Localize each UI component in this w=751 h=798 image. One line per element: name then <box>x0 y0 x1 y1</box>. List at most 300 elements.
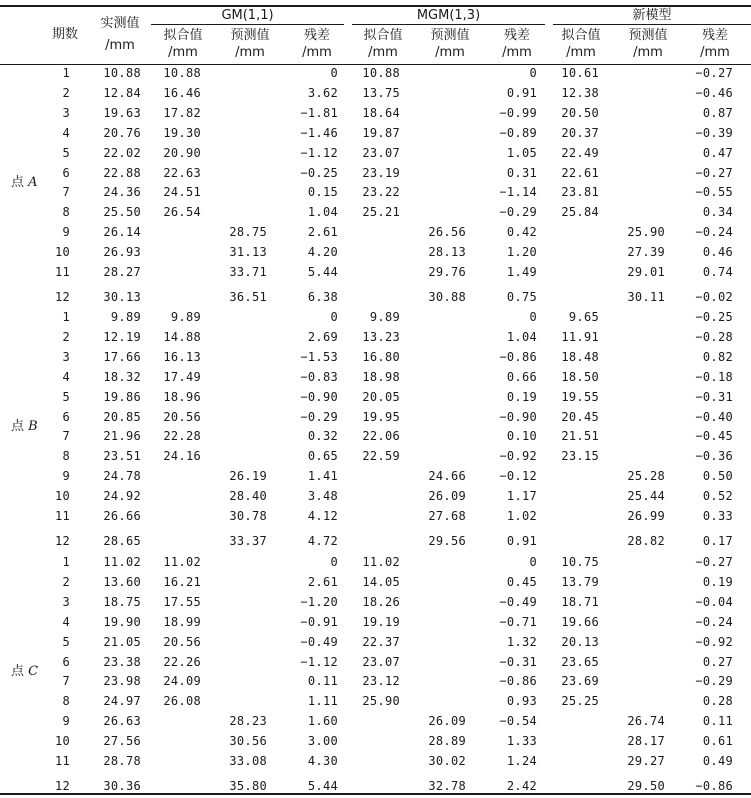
cell-period: 7 <box>62 429 70 444</box>
cell-period: 8 <box>62 694 70 709</box>
cell-measured: 25.50 <box>103 205 141 220</box>
cell-gm-fit: 16.46 <box>163 85 201 100</box>
cell-measured: 19.63 <box>103 105 141 120</box>
cell-period: 2 <box>62 85 70 100</box>
new-pred-header: 预测值 <box>628 28 668 43</box>
cell-new-pred: 29.50 <box>627 778 665 793</box>
cell-new-resid: −0.28 <box>695 329 733 344</box>
cell-period: 12 <box>54 533 70 548</box>
cell-gm-pred: 28.75 <box>229 225 267 240</box>
cell-period: 10 <box>54 489 70 504</box>
cell-new-fit: 20.37 <box>561 125 599 140</box>
cell-gm-resid: 0.15 <box>307 185 338 200</box>
cell-period: 8 <box>62 205 70 220</box>
cell-new-pred: 27.39 <box>627 245 665 260</box>
cell-mgm-resid: −0.86 <box>499 349 537 364</box>
cell-new-pred: 28.82 <box>627 533 665 548</box>
cell-mgm-resid: 0.10 <box>506 429 537 444</box>
cell-measured: 10.88 <box>103 66 141 80</box>
cell-gm-resid: −0.90 <box>300 389 338 404</box>
cell-gm-resid: 0.32 <box>307 429 338 444</box>
cell-new-pred: 25.90 <box>627 225 665 240</box>
cell-mgm-resid: −0.31 <box>499 654 537 669</box>
cell-gm-resid: 1.60 <box>307 714 338 729</box>
cell-gm-resid: −1.46 <box>300 125 338 140</box>
cell-gm-fit: 22.26 <box>163 654 201 669</box>
cell-gm-pred: 35.80 <box>229 778 267 793</box>
group-label-prefix: 点 <box>11 664 25 680</box>
cell-new-resid: −0.27 <box>695 165 733 180</box>
cell-new-resid: 0.19 <box>702 574 733 589</box>
cell-new-resid: −0.92 <box>695 634 733 649</box>
cell-measured: 26.63 <box>103 714 141 729</box>
cell-gm-pred: 33.08 <box>229 754 267 768</box>
cell-new-resid: −0.46 <box>695 85 733 100</box>
cell-new-resid: −0.24 <box>695 225 733 240</box>
cell-gm-resid: 2.61 <box>307 574 338 589</box>
cell-new-resid: 0.47 <box>702 145 733 160</box>
cell-period: 5 <box>62 634 70 649</box>
cell-gm-pred: 36.51 <box>229 289 267 304</box>
cell-gm-fit: 26.54 <box>163 205 201 220</box>
cell-mgm-resid: 0 <box>529 555 537 569</box>
cell-new-resid: 0.34 <box>702 205 733 220</box>
cell-measured: 30.36 <box>103 778 141 793</box>
cell-period: 12 <box>54 289 70 304</box>
cell-measured: 27.56 <box>103 734 141 749</box>
cell-measured: 23.98 <box>103 674 141 689</box>
cell-new-fit: 18.48 <box>561 349 599 364</box>
cell-period: 7 <box>62 674 70 689</box>
cell-gm-resid: 0.11 <box>307 674 338 689</box>
cell-measured: 26.93 <box>103 245 141 260</box>
cell-new-pred: 29.01 <box>627 265 665 279</box>
cell-new-fit: 9.65 <box>568 310 599 324</box>
cell-new-resid: 0.17 <box>702 533 733 548</box>
cell-new-fit: 18.71 <box>561 594 599 609</box>
cell-new-resid: 0.33 <box>702 509 733 523</box>
cell-mgm-resid: 1.02 <box>506 509 537 523</box>
cell-gm-resid: 0 <box>330 555 338 569</box>
new-resid-unit: /mm <box>700 45 730 60</box>
cell-mgm-resid: −0.99 <box>499 105 537 120</box>
cell-new-pred: 25.44 <box>627 489 665 504</box>
cell-mgm-pred: 29.56 <box>428 533 466 548</box>
cell-gm-resid: 4.20 <box>307 245 338 260</box>
cell-mgm-fit: 23.19 <box>362 165 400 180</box>
cell-gm-resid: −1.12 <box>300 654 338 669</box>
cell-gm-fit: 9.89 <box>170 310 201 324</box>
cell-new-resid: −0.27 <box>695 66 733 80</box>
cell-gm-pred: 28.40 <box>229 489 267 504</box>
cell-period: 1 <box>62 555 70 569</box>
cell-mgm-resid: −0.89 <box>499 125 537 140</box>
group-label-prefix: 点 <box>11 175 25 191</box>
cell-gm-resid: 5.44 <box>307 778 338 793</box>
mgm-group-rule <box>352 24 545 25</box>
cell-measured: 20.85 <box>103 409 141 424</box>
cell-gm-pred: 33.71 <box>229 265 267 279</box>
cell-mgm-resid: −0.49 <box>499 594 537 609</box>
cell-measured: 28.27 <box>103 265 141 279</box>
cell-mgm-fit: 23.07 <box>362 654 400 669</box>
cell-period: 5 <box>62 389 70 404</box>
cell-new-fit: 13.79 <box>561 574 599 589</box>
cell-gm-fit: 24.51 <box>163 185 201 200</box>
cell-mgm-resid: 1.05 <box>506 145 537 160</box>
cell-new-resid: −0.36 <box>695 449 733 464</box>
cell-measured: 30.13 <box>103 289 141 304</box>
cell-new-fit: 19.66 <box>561 614 599 629</box>
cell-new-resid: −0.29 <box>695 674 733 689</box>
cell-gm-resid: 0 <box>330 66 338 80</box>
cell-new-fit: 22.49 <box>561 145 599 160</box>
cell-mgm-resid: 2.42 <box>506 778 537 793</box>
cell-new-pred: 26.99 <box>627 509 665 523</box>
cell-gm-fit: 14.88 <box>163 329 201 344</box>
cell-measured: 28.78 <box>103 754 141 768</box>
cell-measured: 21.96 <box>103 429 141 444</box>
cell-new-fit: 11.91 <box>561 329 599 344</box>
cell-mgm-resid: 0.31 <box>506 165 537 180</box>
cell-gm-pred: 28.23 <box>229 714 267 729</box>
cell-gm-fit: 18.96 <box>163 389 201 404</box>
cell-mgm-fit: 14.05 <box>362 574 400 589</box>
cell-new-resid: −0.40 <box>695 409 733 424</box>
cell-mgm-pred: 26.56 <box>428 225 466 240</box>
cell-mgm-fit: 18.98 <box>362 369 400 384</box>
cell-gm-resid: −0.25 <box>300 165 338 180</box>
cell-new-resid: −0.86 <box>695 778 733 793</box>
cell-gm-fit: 17.55 <box>163 594 201 609</box>
cell-new-fit: 10.61 <box>561 66 599 80</box>
cell-gm-fit: 10.88 <box>163 66 201 80</box>
cell-gm-fit: 24.16 <box>163 449 201 464</box>
cell-new-fit: 10.75 <box>561 555 599 569</box>
cell-new-resid: −0.02 <box>695 289 733 304</box>
cell-measured: 19.90 <box>103 614 141 629</box>
cell-mgm-resid: −0.29 <box>499 205 537 220</box>
cell-new-fit: 23.69 <box>561 674 599 689</box>
cell-mgm-pred: 29.76 <box>428 265 466 279</box>
cell-measured: 18.32 <box>103 369 141 384</box>
top-rule <box>0 5 751 7</box>
cell-measured: 9.89 <box>110 310 141 324</box>
cell-new-resid: −0.45 <box>695 429 733 444</box>
group-label <box>11 419 38 434</box>
cell-mgm-resid: 0.42 <box>506 225 537 240</box>
cell-mgm-resid: 0.75 <box>506 289 537 304</box>
gm-resid-header: 残差 <box>303 28 330 43</box>
cell-mgm-fit: 11.02 <box>362 555 400 569</box>
cell-mgm-fit: 13.23 <box>362 329 400 344</box>
cell-period: 9 <box>62 469 70 484</box>
cell-mgm-resid: 1.04 <box>506 329 537 344</box>
group-label-letter: B <box>28 419 38 435</box>
cell-new-fit: 23.65 <box>561 654 599 669</box>
cell-new-fit: 23.81 <box>561 185 599 200</box>
cell-period: 5 <box>62 145 70 160</box>
cell-mgm-fit: 22.59 <box>362 449 400 464</box>
cell-mgm-fit: 16.80 <box>362 349 400 364</box>
cell-new-resid: −0.27 <box>695 555 733 569</box>
group-label <box>11 175 38 190</box>
cell-mgm-fit: 22.06 <box>362 429 400 444</box>
measured-header: 实测值 <box>100 16 140 31</box>
cell-period: 2 <box>62 574 70 589</box>
cell-new-resid: −0.31 <box>695 389 733 404</box>
cell-new-resid: −0.39 <box>695 125 733 140</box>
cell-gm-resid: 6.38 <box>307 289 338 304</box>
gm-pred-header: 预测值 <box>230 28 270 43</box>
cell-new-resid: 0.61 <box>702 734 733 749</box>
cell-period: 11 <box>54 509 70 523</box>
cell-mgm-resid: −0.54 <box>499 714 537 729</box>
cell-mgm-resid: −0.86 <box>499 674 537 689</box>
cell-period: 3 <box>62 105 70 120</box>
cell-mgm-resid: 0 <box>529 66 537 80</box>
cell-period: 11 <box>54 754 70 768</box>
cell-mgm-pred: 30.02 <box>428 754 466 768</box>
cell-new-fit: 20.45 <box>561 409 599 424</box>
cell-mgm-resid: 1.32 <box>506 634 537 649</box>
cell-gm-resid: −0.29 <box>300 409 338 424</box>
cell-measured: 11.02 <box>103 555 141 569</box>
cell-gm-fit: 24.09 <box>163 674 201 689</box>
new-model-header: 新模型 <box>632 8 672 23</box>
cell-new-fit: 22.61 <box>561 165 599 180</box>
cell-new-pred: 25.28 <box>627 469 665 484</box>
cell-mgm-fit: 25.21 <box>362 205 400 220</box>
cell-gm-resid: 2.69 <box>307 329 338 344</box>
cell-period: 7 <box>62 185 70 200</box>
cell-new-resid: 0.49 <box>702 754 733 768</box>
cell-mgm-fit: 19.95 <box>362 409 400 424</box>
cell-mgm-fit: 22.37 <box>362 634 400 649</box>
cell-period: 3 <box>62 349 70 364</box>
cell-period: 10 <box>54 245 70 260</box>
cell-gm-resid: 0 <box>330 310 338 324</box>
cell-period: 6 <box>62 654 70 669</box>
cell-new-resid: 0.87 <box>702 105 733 120</box>
cell-period: 4 <box>62 369 70 384</box>
cell-mgm-pred: 26.09 <box>428 714 466 729</box>
gm-pred-unit: /mm <box>235 45 265 60</box>
cell-mgm-resid: 0.91 <box>506 85 537 100</box>
cell-period: 9 <box>62 714 70 729</box>
cell-period: 9 <box>62 225 70 240</box>
cell-gm-resid: 3.48 <box>307 489 338 504</box>
gm-fit-unit: /mm <box>168 45 198 60</box>
cell-mgm-pred: 30.88 <box>428 289 466 304</box>
cell-mgm-fit: 18.64 <box>362 105 400 120</box>
cell-mgm-fit: 25.90 <box>362 694 400 709</box>
gm-resid-unit: /mm <box>302 45 332 60</box>
cell-mgm-resid: 1.24 <box>506 754 537 768</box>
cell-measured: 13.60 <box>103 574 141 589</box>
cell-gm-resid: −1.81 <box>300 105 338 120</box>
cell-new-resid: −0.24 <box>695 614 733 629</box>
cell-gm-fit: 17.82 <box>163 105 201 120</box>
cell-mgm-pred: 28.13 <box>428 245 466 260</box>
cell-gm-fit: 17.49 <box>163 369 201 384</box>
cell-measured: 24.36 <box>103 185 141 200</box>
cell-new-fit: 20.13 <box>561 634 599 649</box>
mgm-pred-unit: /mm <box>435 45 465 60</box>
cell-new-resid: 0.27 <box>702 654 733 669</box>
cell-new-fit: 20.50 <box>561 105 599 120</box>
cell-period: 3 <box>62 594 70 609</box>
cell-period: 6 <box>62 165 70 180</box>
cell-period: 2 <box>62 329 70 344</box>
cell-measured: 17.66 <box>103 349 141 364</box>
cell-mgm-fit: 10.88 <box>362 66 400 80</box>
cell-mgm-fit: 13.75 <box>362 85 400 100</box>
cell-measured: 23.51 <box>103 449 141 464</box>
cell-new-pred: 26.74 <box>627 714 665 729</box>
measured-unit: /mm <box>105 38 135 53</box>
cell-gm-resid: 1.41 <box>307 469 338 484</box>
cell-measured: 22.02 <box>103 145 141 160</box>
cell-period: 4 <box>62 125 70 140</box>
cell-mgm-resid: −0.92 <box>499 449 537 464</box>
cell-gm-pred: 30.78 <box>229 509 267 523</box>
cell-gm-fit: 16.13 <box>163 349 201 364</box>
bottom-rule <box>0 793 751 795</box>
cell-new-resid: 0.82 <box>702 349 733 364</box>
cell-measured: 26.14 <box>103 225 141 240</box>
cell-gm-pred: 26.19 <box>229 469 267 484</box>
cell-gm-resid: −0.83 <box>300 369 338 384</box>
cell-gm-fit: 26.08 <box>163 694 201 709</box>
gm-group-rule <box>151 24 344 25</box>
cell-new-resid: −0.18 <box>695 369 733 384</box>
cell-new-resid: 0.50 <box>702 469 733 484</box>
cell-period: 10 <box>54 734 70 749</box>
cell-new-pred: 29.27 <box>627 754 665 768</box>
mgm-fit-header: 拟合值 <box>363 28 403 43</box>
cell-gm-resid: 5.44 <box>307 265 338 279</box>
cell-mgm-pred: 26.09 <box>428 489 466 504</box>
cell-mgm-fit: 23.22 <box>362 185 400 200</box>
cell-mgm-resid: 1.20 <box>506 245 537 260</box>
cell-new-resid: 0.46 <box>702 245 733 260</box>
cell-gm-resid: 4.72 <box>307 533 338 548</box>
cell-new-resid: 0.28 <box>702 694 733 709</box>
new-fit-header: 拟合值 <box>561 28 601 43</box>
cell-mgm-resid: −0.90 <box>499 409 537 424</box>
cell-gm-pred: 33.37 <box>229 533 267 548</box>
cell-measured: 24.78 <box>103 469 141 484</box>
cell-gm-fit: 22.63 <box>163 165 201 180</box>
cell-new-fit: 25.84 <box>561 205 599 220</box>
cell-measured: 19.86 <box>103 389 141 404</box>
cell-mgm-pred: 28.89 <box>428 734 466 749</box>
period-header: 期数 <box>51 27 78 42</box>
cell-gm-resid: −0.49 <box>300 634 338 649</box>
cell-new-fit: 25.25 <box>561 694 599 709</box>
cell-period: 12 <box>54 778 70 793</box>
cell-period: 4 <box>62 614 70 629</box>
cell-mgm-pred: 24.66 <box>428 469 466 484</box>
cell-mgm-fit: 9.89 <box>369 310 400 324</box>
cell-mgm-fit: 20.05 <box>362 389 400 404</box>
new-resid-header: 残差 <box>701 28 728 43</box>
mgm-pred-header: 预测值 <box>430 28 470 43</box>
cell-new-resid: −0.55 <box>695 185 733 200</box>
cell-gm-fit: 22.28 <box>163 429 201 444</box>
cell-gm-resid: 3.00 <box>307 734 338 749</box>
cell-gm-pred: 30.56 <box>229 734 267 749</box>
cell-mgm-resid: 1.49 <box>506 265 537 279</box>
cell-measured: 24.92 <box>103 489 141 504</box>
gm-header: GM(1,1) <box>221 8 274 23</box>
cell-mgm-resid: 0.45 <box>506 574 537 589</box>
cell-measured: 12.19 <box>103 329 141 344</box>
cell-gm-resid: 4.30 <box>307 754 338 768</box>
cell-new-pred: 30.11 <box>627 289 665 304</box>
cell-gm-resid: 3.62 <box>307 85 338 100</box>
cell-measured: 12.84 <box>103 85 141 100</box>
cell-mgm-resid: 0.91 <box>506 533 537 548</box>
cell-period: 1 <box>62 66 70 80</box>
cell-mgm-fit: 23.12 <box>362 674 400 689</box>
cell-measured: 26.66 <box>103 509 141 523</box>
cell-mgm-resid: −1.14 <box>499 185 537 200</box>
cell-mgm-resid: 0.66 <box>506 369 537 384</box>
cell-new-resid: 0.11 <box>702 714 733 729</box>
cell-measured: 22.88 <box>103 165 141 180</box>
cell-new-resid: 0.74 <box>702 265 733 279</box>
cell-gm-resid: −1.53 <box>300 349 338 364</box>
gm-fit-header: 拟合值 <box>163 28 203 43</box>
group-label <box>11 664 38 679</box>
cell-gm-fit: 18.99 <box>163 614 201 629</box>
new-model-group-rule <box>553 24 751 25</box>
cell-mgm-pred: 32.78 <box>428 778 466 793</box>
cell-gm-fit: 20.56 <box>163 409 201 424</box>
mgm-resid-header: 残差 <box>503 28 530 43</box>
cell-mgm-resid: 0.93 <box>506 694 537 709</box>
cell-measured: 24.97 <box>103 694 141 709</box>
cell-gm-pred: 31.13 <box>229 245 267 260</box>
cell-gm-fit: 11.02 <box>163 555 201 569</box>
cell-new-fit: 21.51 <box>561 429 599 444</box>
cell-period: 11 <box>54 265 70 279</box>
cell-mgm-resid: 0.19 <box>506 389 537 404</box>
cell-gm-resid: 4.12 <box>307 509 338 523</box>
cell-new-resid: −0.04 <box>695 594 733 609</box>
cell-mgm-fit: 23.07 <box>362 145 400 160</box>
cell-mgm-resid: 0 <box>529 310 537 324</box>
cell-gm-resid: 2.61 <box>307 225 338 240</box>
cell-period: 8 <box>62 449 70 464</box>
cell-mgm-fit: 19.87 <box>362 125 400 140</box>
group-label-letter: C <box>28 664 39 680</box>
cell-measured: 18.75 <box>103 594 141 609</box>
cell-new-resid: −0.25 <box>695 310 733 324</box>
cell-gm-resid: 1.04 <box>307 205 338 220</box>
group-label-prefix: 点 <box>11 419 25 435</box>
cell-measured: 23.38 <box>103 654 141 669</box>
group-label-letter: A <box>28 175 38 191</box>
cell-new-resid: 0.52 <box>702 489 733 504</box>
cell-measured: 20.76 <box>103 125 141 140</box>
cell-measured: 28.65 <box>103 533 141 548</box>
cell-gm-fit: 16.21 <box>163 574 201 589</box>
cell-gm-fit: 20.56 <box>163 634 201 649</box>
cell-mgm-pred: 27.68 <box>428 509 466 523</box>
